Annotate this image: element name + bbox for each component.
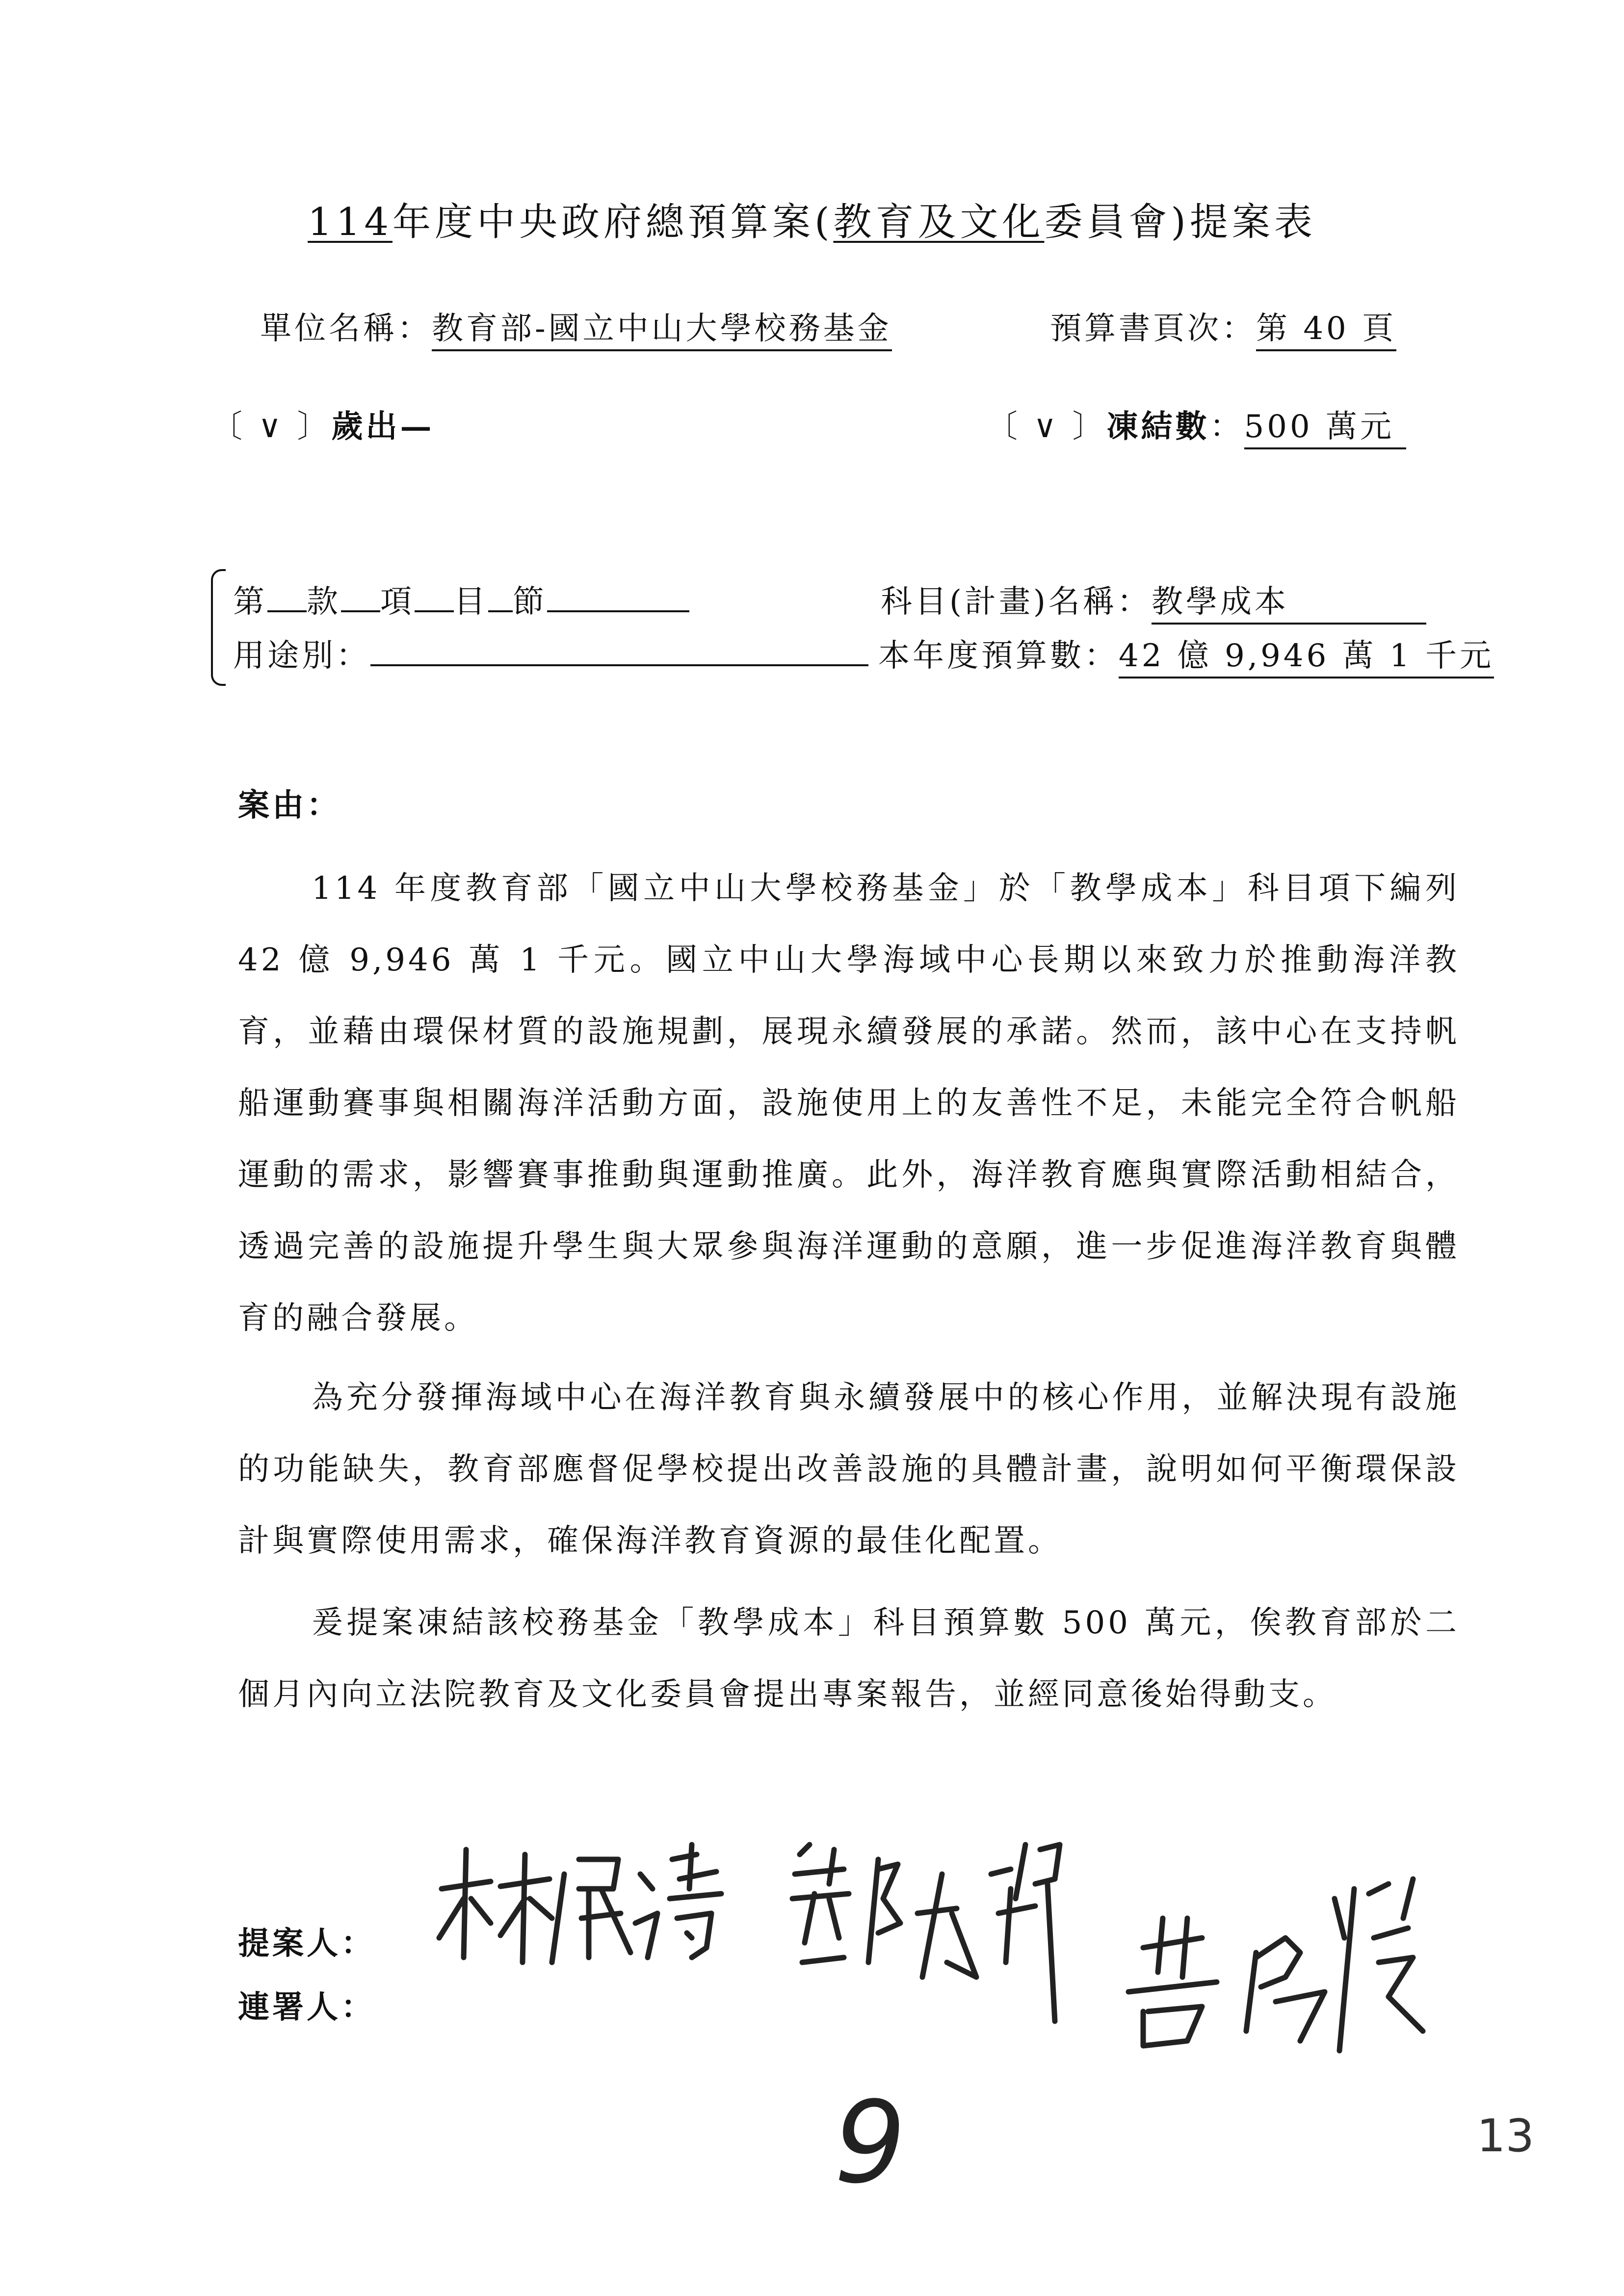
budget-amount-value: 42 億 9,946 萬 1 千元 bbox=[1119, 630, 1494, 678]
case-paragraph-1 bbox=[238, 853, 1460, 1354]
seg-kuan-prefix: 第 bbox=[233, 584, 267, 620]
blank-xiang bbox=[341, 583, 380, 612]
freeze-value: 500 萬元 bbox=[1244, 401, 1406, 449]
subject-label: 科目(計畫)名稱： bbox=[881, 584, 1152, 620]
item-sections-row bbox=[233, 576, 689, 622]
unit-value: 教育部-國立中山大學校務基金 bbox=[432, 303, 892, 351]
budget-amount-label: 本年度預算數： bbox=[878, 638, 1119, 674]
title-part2: 委員會)提案表 bbox=[1044, 200, 1316, 244]
budget-page-value: 第 40 頁 bbox=[1256, 303, 1396, 351]
page-number-center: 9 bbox=[834, 2078, 906, 2209]
cosigner-label: 連署人： bbox=[238, 1989, 375, 2026]
title-year: 114 bbox=[308, 200, 393, 244]
subject-value: 教學成本 bbox=[1152, 576, 1426, 625]
title-part1: 年度中央政府總預算案( bbox=[393, 200, 834, 244]
page-number-right: 13 bbox=[1477, 2110, 1535, 2162]
budget-page-label: 預算書頁次： bbox=[1050, 311, 1256, 347]
usage-row bbox=[233, 630, 868, 676]
unit-label: 單位名稱： bbox=[260, 311, 432, 347]
seg-jie: 節 bbox=[513, 584, 547, 620]
case-paragraph-1-text: 114 年度教育部「國立中山大學校務基金」於「教學成本」科目項下編列 42 億 9,946 萬 1 千元。國立中山大學海域中心長期以來致力於推動海洋教育，並藉由環保材質的設施規劃，展現永續發展的承諾。然而，該中心在支持帆船運動賽事與相關海洋活動方面，設施使用上的友善性不足，未能完全符合帆船運動的需求，影響賽事推動與運動推廣。此外，海洋教育應與實際活動相結合，透過完善的設施提升學生與大眾參與海洋運動的意願，進一步促進海洋教育與體育的融合發展。 bbox=[238, 870, 1460, 1336]
page-title bbox=[0, 191, 1624, 246]
usage-blank bbox=[370, 637, 868, 666]
signature-3 bbox=[1128, 1879, 1423, 2051]
signature-2 bbox=[792, 1845, 1060, 2021]
freeze-label: 凍結數 bbox=[1106, 408, 1210, 445]
case-paragraph-3-text: 爰提案凍結該校務基金「教學成本」科目預算數 500 萬元，俟教育部於二個月內向立法院教育及文化委員會提出專案報告，並經同意後始得動支。 bbox=[238, 1605, 1460, 1713]
seg-kuan: 款 bbox=[307, 584, 341, 620]
seg-mu: 目 bbox=[454, 584, 488, 620]
item-bracket bbox=[211, 569, 226, 686]
blank-after-jie bbox=[547, 583, 689, 612]
subject-row bbox=[881, 576, 1426, 625]
usage-label: 用途別： bbox=[233, 638, 370, 674]
blank-kuan bbox=[267, 583, 307, 612]
signatures bbox=[0, 1815, 1624, 2090]
title-committee: 教育及文化 bbox=[833, 200, 1045, 244]
expense-label: 歲出— bbox=[331, 408, 435, 445]
freeze-flag bbox=[986, 401, 1406, 449]
budget-amount-row bbox=[878, 630, 1494, 678]
budget-page-row bbox=[1050, 303, 1396, 351]
signature-1 bbox=[439, 1845, 721, 1962]
case-heading: 案由： bbox=[238, 787, 341, 824]
expense-check: 〔 ∨ 〕 bbox=[211, 409, 332, 445]
proposer-label: 提案人： bbox=[238, 1925, 375, 1962]
blank-mu bbox=[415, 583, 454, 612]
case-paragraph-3 bbox=[238, 1587, 1460, 1730]
unit-row bbox=[260, 303, 892, 351]
freeze-check: 〔 ∨ 〕 bbox=[986, 409, 1107, 445]
blank-jie bbox=[488, 583, 513, 612]
case-paragraph-2-text: 為充分發揮海域中心在海洋教育與永續發展中的核心作用，並解決現有設施的功能缺失，教育部應督促學校提出改善設施的具體計畫，說明如何平衡環保設計與實際使用需求，確保海洋教育資源的最佳化配置。 bbox=[238, 1380, 1460, 1559]
freeze-colon: ： bbox=[1209, 409, 1244, 445]
seg-xiang: 項 bbox=[380, 584, 415, 620]
case-paragraph-2 bbox=[238, 1362, 1460, 1577]
expense-flag bbox=[211, 401, 435, 446]
